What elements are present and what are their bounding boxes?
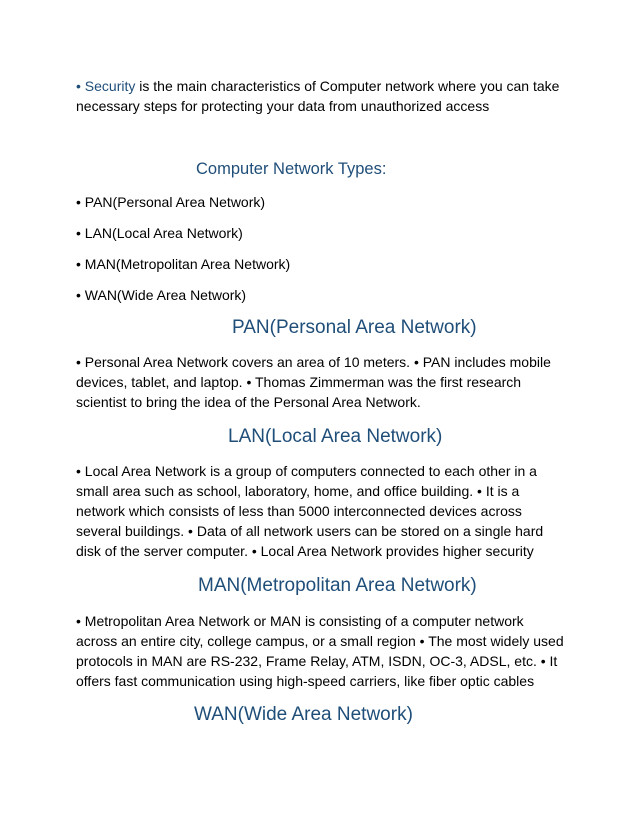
lan-paragraph: • Local Area Network is a group of computers connected to each other in a small area such as school, laboratory, home, and office building. • It is a network which consists of less than 5000 interconnected devices across several buildings. • Data of all network users can be stored on a single hard disk of the server computer. • Local Area Network provides higher security (76, 463, 544, 559)
pan-heading: PAN(Personal Area Network) (232, 317, 477, 338)
wan-heading: WAN(Wide Area Network) (194, 704, 413, 725)
network-types-heading: Computer Network Types: (196, 160, 387, 178)
intro-paragraph (76, 76, 566, 116)
type-item-man: • MAN(Metropolitan Area Network) (76, 256, 291, 272)
type-item-lan: • LAN(Local Area Network) (76, 225, 243, 241)
intro-text: is the main characteristics of Computer network where you can take necessary steps for protecting your data from unauthorized access (76, 78, 560, 114)
intro-keyword: • Security (76, 78, 136, 94)
type-item-pan: • PAN(Personal Area Network) (76, 194, 266, 210)
pan-paragraph: • Personal Area Network covers an area of 10 meters. • PAN includes mobile devices, tablet, and laptop. • Thomas Zimmerman was the first research scientist to bring the idea of the Personal Area Network. (76, 354, 551, 410)
man-heading: MAN(Metropolitan Area Network) (198, 575, 477, 596)
man-paragraph: • Metropolitan Area Network or MAN is consisting of a computer network across an entire city, college campus, or a small region • The most widely used protocols in MAN are RS-232, Frame Relay, ATM, ISDN, OC-3, ADSL, etc. • It offers fast communication using high-speed carriers, like fiber optic cables (76, 613, 564, 689)
type-item-wan: • WAN(Wide Area Network) (76, 287, 247, 303)
lan-heading: LAN(Local Area Network) (228, 426, 443, 447)
